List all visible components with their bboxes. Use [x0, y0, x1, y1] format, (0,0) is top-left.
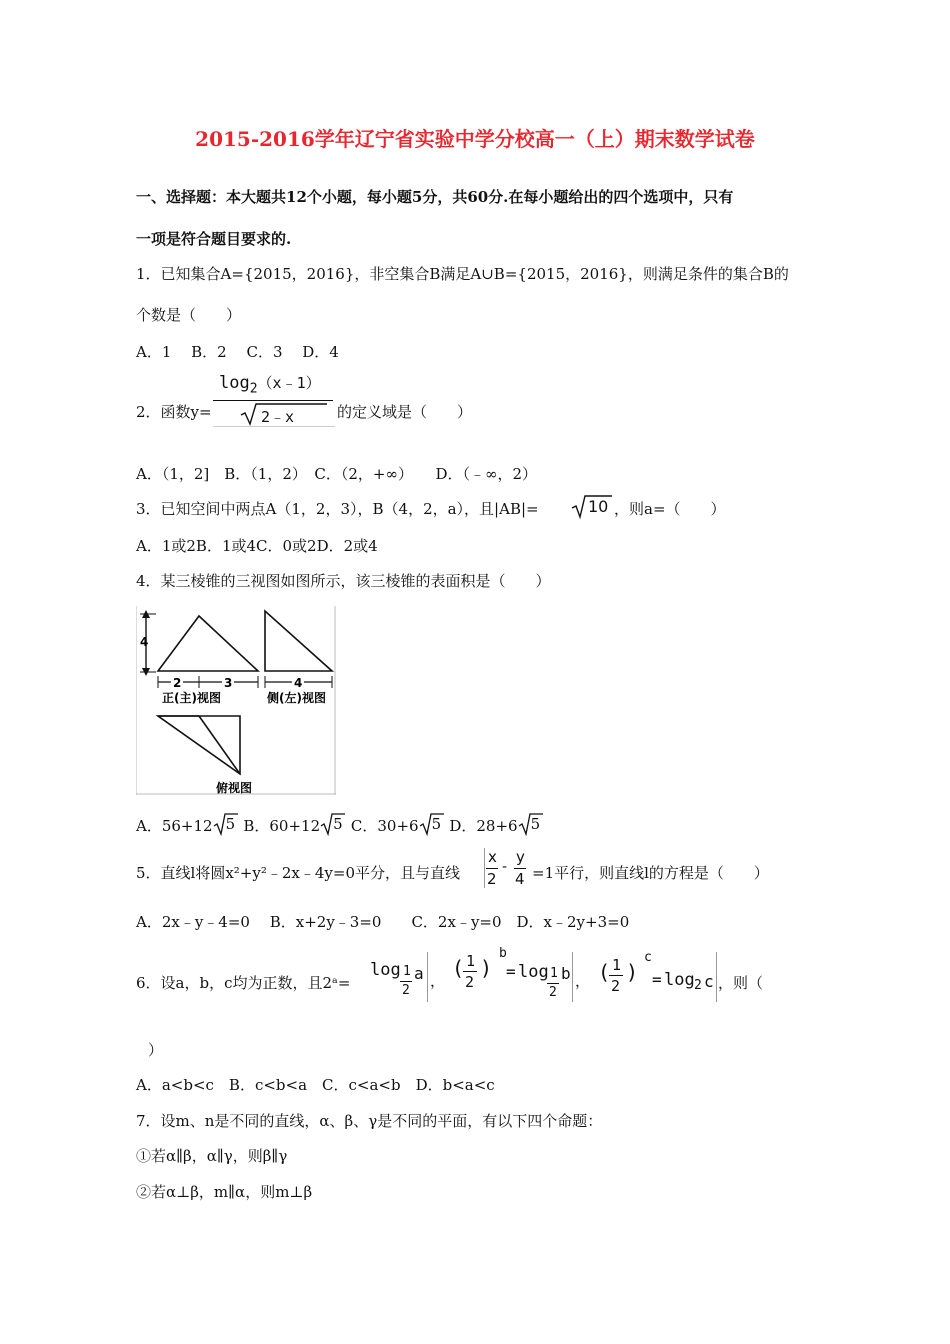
q6-paren-open-2: ( — [598, 960, 611, 984]
q4-option-b: B．60+12 — [238, 817, 321, 835]
q4-option-a: A．56+12 — [136, 817, 213, 835]
q3-prefix: 3．已知空间中两点A（1，2，3），B（4，2，a），且|AB|= — [136, 500, 539, 518]
q2-fraction-bar — [213, 400, 333, 401]
q7-proposition-2: ②若α⊥β，m∥α，则m⊥β — [136, 1183, 313, 1201]
q6-options: A．a<b<c B．c<b<a C．c<a<b D．b<a<c — [136, 1076, 495, 1094]
q6-half-num-3: 1 — [550, 966, 558, 981]
q2-suffix: 的定义域是（ ） — [337, 403, 473, 421]
q6-paren-close-2: ) — [626, 960, 639, 984]
q6-eq-1: = — [506, 962, 516, 981]
page-title: 2015-2016学年辽宁省实验中学分校高一（上）期末数学试卷 — [195, 127, 755, 151]
q6-var-b: b — [561, 964, 571, 983]
q4-radicand-c: 5 — [431, 815, 442, 833]
q6-log-3: log — [664, 970, 695, 990]
front-view-caption: 正(主)视图 — [162, 691, 221, 705]
q2-prefix: 2．函数y= — [136, 403, 212, 421]
q6-frac-den-2: 2 — [465, 973, 475, 991]
q4-options — [136, 815, 544, 836]
q5-y-num: y — [516, 848, 525, 866]
q5-x-num: x — [488, 848, 497, 866]
q2-options: A．（1，2] B．（1，2） C．（2，+∞） D．（﹣∞，2） — [136, 465, 538, 483]
q4-three-view-figure — [136, 606, 336, 795]
q6-expressions — [368, 946, 748, 1006]
q3-radicand: 10 — [588, 497, 609, 516]
q1-options: A．1 B．2 C．3 D．4 — [136, 343, 339, 361]
q4-stem: 4．某三棱锥的三视图如图所示，该三棱锥的表面积是（ ） — [136, 572, 551, 590]
q4-sqrt-c — [419, 815, 445, 835]
q6-frac-num-4: 1 — [612, 956, 622, 974]
q5-options: A．2x﹣y﹣4=0 B．x+2y﹣3=0 C．2x﹣y=0 D．x﹣2y+3=0 — [136, 913, 630, 931]
section-heading-line1: 一、选择题：本大题共12个小题，每小题5分，共60分.在每小题给出的四个选项中，只有 — [136, 188, 734, 206]
q6-half-den-3: 2 — [549, 985, 557, 1000]
q6-var-c: c — [704, 972, 714, 991]
q6-exp-c: c — [644, 950, 652, 965]
q6-frac-bar-4 — [609, 975, 623, 976]
q3-sqrt — [571, 494, 613, 518]
q4-option-d: D．28+6 — [444, 817, 518, 835]
q5-x-den: 2 — [487, 870, 497, 888]
q5-fractions — [484, 848, 534, 890]
section-heading-line2: 一项是符合题目要求的. — [136, 230, 292, 248]
q4-radicand-d: 5 — [530, 815, 541, 833]
q5-minus: - — [502, 859, 508, 875]
q6-log-2: log — [518, 962, 549, 982]
q5-suffix: =1平行，则直线l的方程是（ ） — [532, 864, 769, 882]
q3-suffix: ，则a=（ ） — [614, 500, 726, 518]
q6-sep-1: ， — [430, 972, 446, 990]
q6-paren-open-1: ( — [452, 956, 465, 980]
q7-stem: 7．设m、n是不同的直线，α、β、γ是不同的平面，有以下四个命题： — [136, 1112, 603, 1130]
top-view-caption: 俯视图 — [216, 781, 253, 795]
q6-frac-bar-2 — [463, 971, 477, 972]
q6-log-base-2: 2 — [694, 978, 702, 993]
q4-sqrt-b — [320, 815, 346, 835]
side-base-label: 4 — [294, 676, 303, 690]
q4-option-c: C．30+6 — [346, 817, 419, 835]
q6-half-num-1: 1 — [403, 964, 411, 979]
q4-sqrt-a — [213, 815, 239, 835]
front-base-left-label: 2 — [173, 676, 182, 690]
q6-eq-2: = — [652, 970, 662, 989]
q6-var-a: a — [414, 964, 424, 983]
q6-paren-close-1: ) — [480, 956, 493, 980]
q6-suffix: ，则（ — [718, 974, 764, 992]
front-view — [140, 610, 258, 705]
q4-radicand-a: 5 — [225, 815, 236, 833]
q6-half-bar-3 — [547, 983, 559, 984]
q6-log-1: log — [370, 960, 401, 980]
q6-frac-num-2: 1 — [466, 952, 476, 970]
q6-frac-den-4: 2 — [611, 977, 621, 995]
q1-stem-line1: 1．已知集合A={2015，2016}，非空集合B满足A∪B={2015，2016}，则满足条件的集合B的 — [136, 265, 789, 283]
q6-half-den-1: 2 — [402, 983, 410, 998]
q2-log-arg: （x﹣1） — [257, 374, 321, 392]
q4-radicand-b: 5 — [333, 815, 343, 833]
q5-prefix: 5．直线l将圆x²+y²﹣2x﹣4y=0平分，且与直线 — [136, 864, 461, 882]
q2-log: log — [219, 373, 250, 393]
q6-prefix: 6．设a，b，c均为正数，且2ᵃ= — [136, 974, 351, 992]
q2-denominator: 2﹣x — [261, 408, 295, 426]
q5-y-bar — [514, 868, 526, 869]
q6-sep-2: ， — [575, 972, 591, 990]
q2-fraction — [213, 370, 335, 428]
q5-x-bar — [486, 868, 498, 869]
front-base-right-label: 3 — [224, 676, 233, 690]
side-view-caption: 侧(左)视图 — [267, 691, 326, 705]
q6-half-bar-1 — [400, 981, 412, 982]
q6-stem-line2: ） — [148, 1041, 164, 1059]
q6-exp-b: b — [499, 946, 507, 961]
q4-sqrt-d — [518, 815, 544, 835]
q2-log-base: 2 — [249, 381, 258, 397]
q5-y-den: 4 — [515, 870, 525, 888]
front-height-label: 4 — [140, 635, 149, 649]
q3-options: A．1或2B．1或4C．0或2D．2或4 — [136, 537, 378, 555]
q7-proposition-1: ①若α∥β，α∥γ，则β∥γ — [136, 1147, 288, 1165]
side-view — [265, 611, 332, 705]
top-view — [158, 716, 252, 795]
q1-stem-line2: 个数是（ ） — [136, 306, 242, 324]
